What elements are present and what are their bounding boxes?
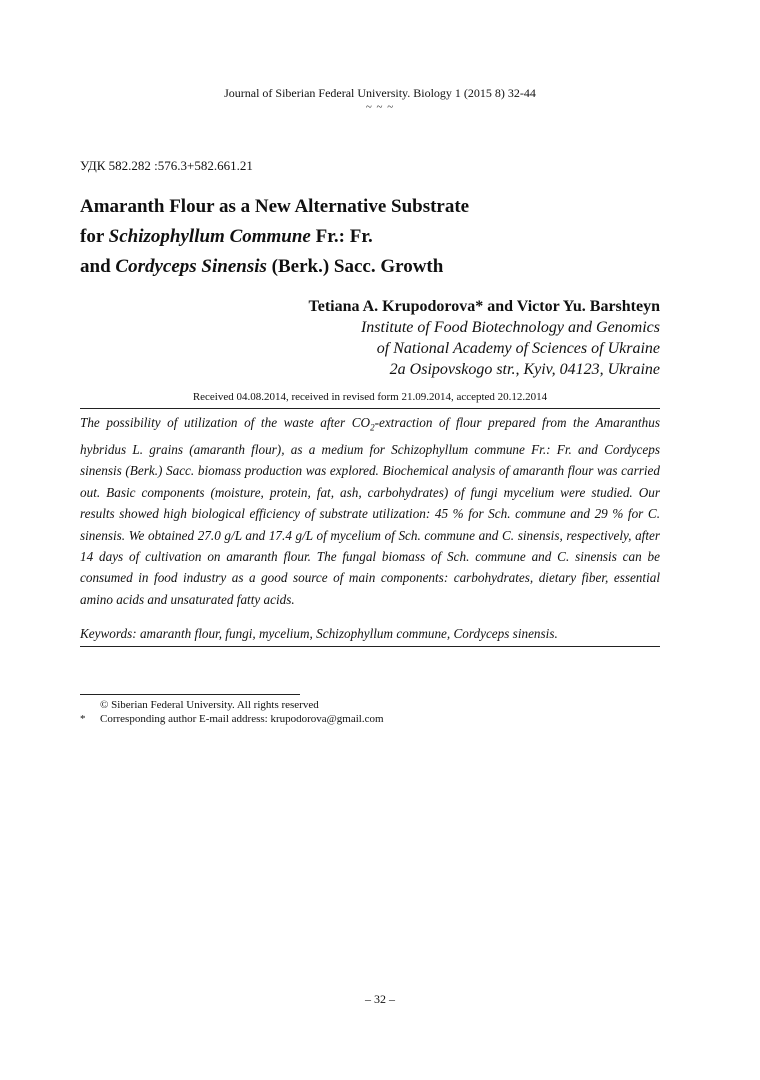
article-title-line-2 bbox=[80, 226, 373, 248]
abstract-top-rule bbox=[80, 408, 660, 409]
authors: Tetiana A. Krupodorova* and Victor Yu. Barshteyn bbox=[308, 298, 660, 315]
abstract-subscript: 2 bbox=[370, 422, 375, 433]
page-number: – 32 – bbox=[365, 992, 395, 1006]
footnote-copyright bbox=[80, 698, 319, 712]
title-text: for bbox=[80, 226, 109, 247]
footnote-rule bbox=[80, 694, 300, 695]
title-text: and bbox=[80, 256, 116, 277]
title-species-name: Cordyceps Sinensis bbox=[115, 256, 267, 277]
title-text: Amaranth Flour as a New Alternative Substrate bbox=[80, 196, 470, 217]
article-title-line-1 bbox=[80, 196, 469, 218]
keywords: Keywords: amaranth flour, fungi, mycelium, Schizophyllum commune, Cordyceps sinensis. bbox=[80, 626, 558, 641]
udk-code: УДК 582.282 :576.3+582.661.21 bbox=[80, 158, 253, 173]
footnote-asterisk: * bbox=[80, 713, 86, 725]
abstract-text-part-1: The possibility of utilization of the waste after CO bbox=[80, 415, 371, 430]
article-title-line-3 bbox=[80, 256, 443, 278]
affiliation-line-2: of National Academy of Sciences of Ukraine bbox=[376, 340, 660, 357]
header-separator: ~ ~ ~ bbox=[365, 101, 395, 113]
abstract bbox=[80, 412, 660, 610]
affiliation-line-3: 2a Osipovskogo str., Kyiv, 04123, Ukraine bbox=[389, 361, 660, 378]
received-dates: Received 04.08.2014, received in revised form 21.09.2014, accepted 20.12.2014 bbox=[192, 391, 548, 403]
copyright-text: © Siberian Federal University. All rights reserved bbox=[100, 699, 319, 711]
journal-header: Journal of Siberian Federal University. Biology 1 (2015 8) 32-44 bbox=[224, 86, 536, 100]
abstract-text-part-2: -extraction of flour prepared from the Amaranthus hybridus L. grains (amaranth flour), as a medium for Schizophyllum commune Fr.: Fr. and Cordyceps sinensis (Berk.) Sacc. biomass production was explored. Biochemical analysis of amaranth flour was carried out. Basic components (moisture, protein, fat, ash, carbohydrates) of fungi mycelium were studied. Our results showed high biological efficiency of substrate utilization: 45 % for Sch. commune and 29 % for C. sinensis. We obtained 27.0 g/L and 17.4 g/L of mycelium of Sch. commune and C. sinensis, respectively, after 14 days of cultivation on amaranth flour. The fungal biomass of Sch. commune and C. sinensis can be consumed in food industry as a good source of main components: carbohydrates, dietary fiber, essential amino acids and unsaturated fatty acids. bbox=[80, 415, 660, 607]
abstract-bottom-rule bbox=[80, 646, 660, 647]
corresponding-author-text: Corresponding author E-mail address: krupodorova@gmail.com bbox=[100, 713, 384, 725]
title-text: (Berk.) Sacc. Growth bbox=[266, 256, 444, 277]
title-text: Fr.: Fr. bbox=[310, 226, 373, 247]
title-species-name: Schizophyllum Commune bbox=[108, 226, 311, 247]
affiliation-line-1: Institute of Food Biotechnology and Genomics bbox=[360, 319, 660, 336]
footnote-corresponding-author bbox=[80, 712, 384, 726]
